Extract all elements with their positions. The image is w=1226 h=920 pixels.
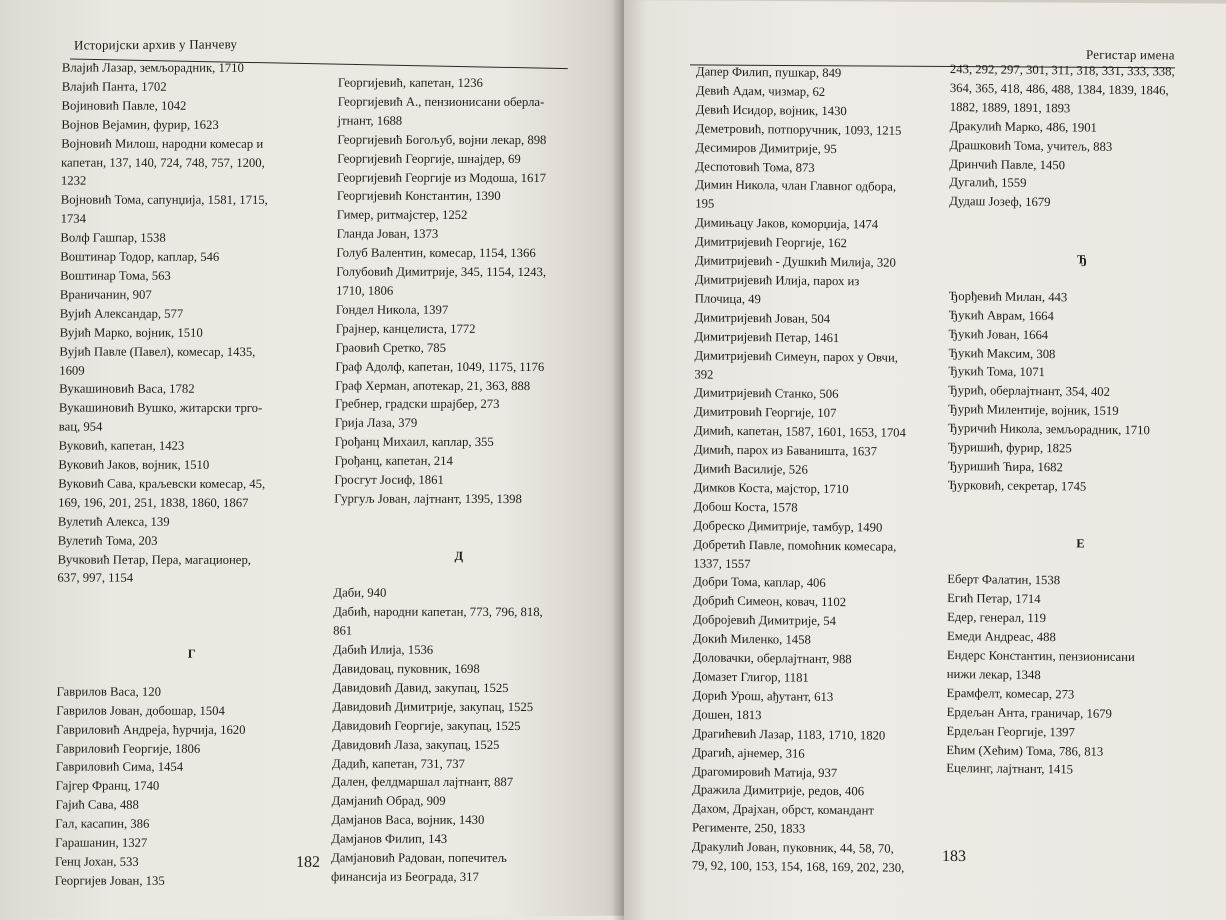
index-entry-line: Добреско Димитрије, тамбур, 1490 (693, 518, 883, 535)
index-entry-line: Ђурић Милентије, војник, 1519 (948, 402, 1119, 419)
index-entry-line: Еберт Фалатин, 1538 (947, 572, 1061, 588)
index-entry-line: Грајнер, канцелиста, 1772 (335, 321, 476, 336)
index-entry-line: Драгомировић Матија, 937 (692, 763, 838, 780)
left-column-1 (55, 59, 332, 891)
index-entry-line: Гавриловић Георгије, 1806 (55, 741, 201, 756)
index-entry-line: Ецелинг, лајтнант, 1415 (946, 761, 1074, 777)
index-entry-line: Вујић Марко, војник, 1510 (59, 325, 203, 340)
index-entry-line: 392 (694, 366, 714, 382)
index-entry-line: Дамјановић Радован, попечитељ (331, 850, 508, 866)
index-entry-line: нижи лекар, 1348 (946, 666, 1041, 682)
index-entry-line: Егић Петар, 1714 (947, 591, 1041, 607)
index-entry-line: Ђуришић Ћира, 1682 (947, 458, 1063, 475)
index-entry-line: Гајић Сава, 488 (55, 797, 139, 812)
index-entry-line: Добретић Павле, помоћник комесара, (693, 537, 897, 554)
index-entry-line: Дахом, Драјхан, обрст, командант (692, 801, 874, 818)
index-entry-line: Десимиров Димитрије, 95 (695, 140, 837, 156)
entries-d3 (949, 60, 1216, 214)
index-entry-line: Дамјанов Васа, војник, 1430 (331, 812, 485, 828)
index-entry-line: Војнов Вејамин, фурир, 1623 (61, 117, 219, 132)
index-entry-line: Драгићевић Лазар, 1183, 1710, 1820 (692, 726, 886, 743)
index-entry-line: Голубовић Димитрије, 345, 1154, 1243, (336, 264, 547, 280)
index-entry-line: Гаврилов Јован, добошар, 1504 (56, 703, 225, 718)
index-entry-line: Георгијевић Богољуб, војни лекар, 898 (337, 132, 547, 147)
index-entry-line: Деметровић, потпоручник, 1093, 1215 (695, 121, 902, 138)
index-entry-line: Гал, касапин, 386 (55, 816, 150, 831)
index-entry-line: Георгијевић Константин, 1390 (336, 189, 501, 204)
index-entry-line: Војновић Милош, народни комесар и (61, 136, 264, 151)
index-entry-line: Гаврилов Васа, 120 (56, 684, 162, 699)
index-entry-line: Ерамфелт, комесар, 273 (946, 685, 1075, 702)
index-entry-line: Вукашиновић Васа, 1782 (59, 381, 195, 397)
index-entry-line: Георгијевић, капетан, 1236 (337, 75, 483, 90)
index-entry-line: Ердељан Георгије, 1397 (946, 723, 1075, 740)
index-entry-line: Регименте, 250, 1833 (691, 820, 806, 836)
index-entry-line: Ећим (Хећим) Тома, 786, 813 (946, 742, 1104, 759)
section-letter-g: Г (187, 646, 196, 661)
index-entry-line: Георгијев Јован, 135 (54, 873, 165, 888)
index-entry-line: Димитријевић Симеун, парох у Овчи, (694, 348, 898, 365)
index-entry-line: Димитријевић Петар, 1461 (694, 329, 840, 345)
index-entry-line: Грођанц, капетан, 214 (334, 453, 453, 468)
index-entry-line: Воштинар Тома, 563 (60, 268, 171, 283)
index-entry-line: Гросгут Јосиф, 1861 (334, 472, 444, 487)
index-entry-line: Доловачки, оберлајтнант, 988 (692, 650, 852, 667)
index-entry-line: Дракулић Јован, пуковник, 44, 58, 70, (691, 839, 894, 856)
index-entry-line: 79, 92, 100, 153, 154, 168, 169, 202, 230, (691, 858, 905, 875)
index-entry-line: Димитријевић Станко, 506 (694, 385, 839, 402)
index-entry-line: 861 (333, 623, 353, 638)
index-entry-line: Вуковић Јаков, војник, 1510 (58, 457, 210, 472)
index-entry-line: Ђуришић, фурир, 1825 (947, 440, 1072, 456)
index-entry-line: Димитријевић Јован, 504 (694, 310, 831, 326)
entries-g2 (334, 74, 588, 509)
right-column-1 (692, 62, 946, 878)
index-entry-line: Гавриловић Сима, 1454 (55, 760, 184, 775)
index-entry-line: Вујић Павле (Павел), комесар, 1435, (59, 344, 256, 359)
entries-d (331, 584, 584, 887)
index-entry-line: Георгијевић Георгије, шнајдер, 69 (337, 151, 521, 166)
index-entry-line: Девић Исидор, војник, 1430 (695, 102, 847, 118)
index-entry-line: Ђурић, оберлајтнант, 354, 402 (948, 383, 1111, 400)
index-entry-line: вац, 954 (58, 419, 103, 434)
index-entry-line: Димић, капетан, 1587, 1601, 1653, 1704 (694, 423, 906, 441)
index-entry-line: 1337, 1557 (693, 555, 751, 571)
index-entry-line: Војиновић Павле, 1042 (61, 98, 187, 113)
index-entry-line: Добри Тома, каплар, 406 (693, 574, 826, 591)
index-entry-line: Дадић, капетан, 731, 737 (331, 756, 465, 771)
index-entry-line: Димић, парох из Баваништа, 1637 (693, 442, 878, 459)
index-entry-line: Вукашиновић Вушко, житарски трго- (58, 400, 263, 416)
index-entry-line: Ђукић Максим, 308 (948, 345, 1056, 361)
entries-dj (948, 287, 1215, 498)
index-entry-line: Дамјанов Филип, 143 (331, 831, 448, 847)
index-entry-line: Влајић Панта, 1702 (61, 79, 167, 94)
index-entry-line: 637, 997, 1154 (57, 571, 134, 586)
index-entry-line: Гланда Јован, 1373 (336, 226, 439, 242)
index-entry-line: 195 (695, 196, 715, 211)
running-head-left: Историјски архив у Панчеву (74, 36, 238, 53)
right-column-2 (946, 60, 1216, 781)
index-entry-line: Ђурковић, секретар, 1745 (947, 477, 1087, 494)
index-entry-line: Девић Адам, чизмар, 62 (695, 83, 826, 99)
index-entry-line: Дамјанић Обрад, 909 (331, 794, 446, 809)
index-entry-line: Георгијевић Георгије из Модоша, 1617 (337, 170, 547, 185)
index-entry-line: Граф Адолф, капетан, 1049, 1175, 1176 (335, 359, 545, 374)
running-head-right: Регистар имена (1086, 46, 1175, 63)
index-entry-line: Давидовић Давид, закупац, 1525 (332, 680, 509, 695)
index-entry-line: Влајић Лазар, земљорадник, 1710 (61, 60, 244, 75)
left-column-2 (331, 74, 588, 887)
index-entry-line: Гимер, ритмајстер, 1252 (336, 207, 468, 223)
index-entry-line: Воштинар Тодор, каплар, 546 (60, 249, 220, 264)
index-entry-line: Драшковић Тома, учитељ, 883 (949, 137, 1113, 154)
index-entry-line: 1734 (60, 211, 87, 226)
index-entry-line: Едер, генерал, 119 (947, 610, 1047, 626)
index-entry-line: Димитријевић Георгије, 162 (695, 234, 847, 251)
index-entry-line: Ђукић Тома, 1071 (948, 364, 1045, 380)
index-entry-line: Драгић, ајнемер, 316 (692, 745, 805, 761)
index-entry-line: Вучковић Петар, Пера, магационер, (57, 552, 252, 567)
index-entry-line: Гондел Никола, 1397 (335, 302, 449, 317)
section-letter-dj: Ђ (1076, 252, 1087, 267)
index-entry-line: 1232 (60, 174, 87, 189)
index-entry-line: Грија Лаза, 379 (334, 415, 418, 431)
entries-d2 (692, 62, 946, 878)
index-entry-line: 1710, 1806 (336, 283, 394, 298)
index-entry-line: Вуковић Сава, краљевски комесар, 45, (58, 476, 266, 491)
entries-v (57, 59, 332, 589)
index-entry-line: 364, 365, 418, 486, 488, 1384, 1839, 1846, (949, 80, 1169, 98)
index-entry-line: Дражила Димитрије, редов, 406 (692, 782, 865, 799)
index-entry-line: Давидовић Димитрије, закупац, 1525 (332, 699, 534, 714)
index-entry-line: Вуковић, капетан, 1423 (58, 438, 185, 453)
index-entry-line: Ендерс Константин, пензионисани (946, 647, 1135, 665)
index-entry-line: Георгијевић А., пензионисани оберла- (337, 94, 545, 109)
index-entry-line: Деспотовић Тома, 873 (695, 158, 815, 175)
index-entry-line: Давидовац, пуковник, 1698 (332, 661, 480, 676)
index-entry-line: Ђуричић Никола, земљорадник, 1710 (948, 421, 1150, 438)
index-entry-line: Димитровић Георгије, 107 (694, 404, 837, 421)
index-entry-line: Грођанц Михаил, каплар, 355 (334, 434, 494, 450)
index-entry-line: Граовић Сретко, 785 (335, 340, 447, 355)
index-entry-line: 243, 292, 297, 301, 311, 318, 331, 333, 338, (949, 61, 1175, 79)
index-entry-line: Ердељан Анта, граничар, 1679 (946, 704, 1112, 721)
index-entry-line: Граф Херман, апотекар, 21, 363, 888 (335, 378, 531, 393)
index-entry-line: Вулетић Алекса, 139 (57, 514, 170, 529)
index-entry-line: Димков Коста, мајстор, 1710 (693, 480, 849, 497)
index-entry-line: Вулетић Тома, 203 (57, 533, 158, 548)
index-entry-line: Војновић Тома, сапунџија, 1581, 1715, (60, 192, 268, 208)
index-entry-line: Докић Миленко, 1458 (692, 631, 811, 647)
index-entry-line: Дорић Урош, ађутант, 613 (692, 688, 834, 704)
index-entry-line: Плочица, 49 (694, 291, 761, 307)
index-entry-line: Димињацу Јаков, коморџија, 1474 (695, 215, 879, 232)
index-entry-line: Дабић, народни капетан, 773, 796, 818, (333, 604, 543, 620)
index-entry-line: финансија из Београда, 317 (330, 869, 479, 884)
index-entry-line: Димин Никола, члан Главног одбора, (695, 177, 897, 195)
index-entry-line: Голуб Валентин, комесар, 1154, 1366 (336, 245, 536, 261)
index-entry-line: Добрић Симеон, ковач, 1102 (693, 593, 847, 610)
index-entry-line: 1882, 1889, 1891, 1893 (949, 99, 1071, 116)
page-number-right: 183 (942, 847, 966, 866)
index-entry-line: Дринчић Павле, 1450 (949, 156, 1066, 172)
entries-g (55, 682, 327, 890)
index-entry-line: Дален, фелдмаршал лајтнант, 887 (331, 775, 514, 790)
index-entry-line: Волф Гашпар, 1538 (60, 230, 166, 245)
index-entry-line: Димитријевић - Душкић Милија, 320 (694, 253, 896, 270)
index-entry-line: Гајгер Франц, 1740 (55, 778, 160, 794)
index-entry-line: Дошен, 1813 (692, 707, 762, 723)
index-entry-line: Гургуљ Јован, лајтнант, 1395, 1398 (334, 491, 522, 506)
index-entry-line: Гарашанин, 1327 (55, 835, 148, 850)
index-entry-line: Дапер Филип, пушкар, 849 (695, 64, 842, 81)
index-entry-line: Враничанин, 907 (59, 287, 152, 302)
index-entry-line: Давидовић Георгије, закупац, 1525 (332, 718, 521, 733)
index-entry-line: 1609 (59, 363, 85, 378)
entries-e (946, 570, 1213, 781)
index-entry-line: Ђукић Аврам, 1664 (948, 307, 1054, 323)
index-entry-line: Добош Коста, 1578 (693, 499, 798, 515)
index-entry-line: Дудаш Јозеф, 1679 (949, 194, 1051, 210)
index-entry-line: Дабић Илија, 1536 (332, 642, 434, 657)
index-entry-line: Даби, 940 (333, 586, 387, 601)
section-letter-d: Д (454, 548, 464, 563)
index-entry-line: Емеди Андреас, 488 (946, 629, 1056, 645)
index-entry-line: Дугалић, 1559 (949, 175, 1027, 191)
section-letter-e: Е (1076, 535, 1085, 551)
index-entry-line: Ђукић Јован, 1664 (948, 326, 1049, 342)
index-entry-line: Гребнер, градски шрајбер, 273 (335, 397, 500, 412)
index-entry-line: Гавриловић Андреја, ћурчија, 1620 (56, 722, 246, 737)
right-page (624, 0, 1226, 920)
index-entry-line: 169, 196, 201, 251, 1838, 1860, 1867 (58, 495, 249, 510)
index-entry-line: Вујић Александар, 577 (59, 306, 184, 321)
index-entry-line: Ђорђевић Милан, 443 (948, 288, 1068, 305)
index-entry-line: Димитријевић Илија, парох из (694, 272, 860, 289)
index-entry-line: Давидовић Лаза, закупац, 1525 (332, 737, 500, 752)
index-entry-line: јтнант, 1688 (337, 113, 403, 128)
index-entry-line: Домазет Глигор, 1181 (692, 669, 809, 685)
index-entry-line: капетан, 137, 140, 724, 748, 757, 1200, (61, 155, 265, 170)
index-entry-line: Добројевић Димитрије, 54 (693, 612, 837, 629)
index-entry-line: Генц Јохан, 533 (54, 854, 139, 869)
index-entry-line: Димић Василије, 526 (693, 461, 808, 477)
page-number-left: 182 (296, 853, 320, 871)
index-entry-line: Дракулић Марко, 486, 1901 (949, 118, 1097, 135)
